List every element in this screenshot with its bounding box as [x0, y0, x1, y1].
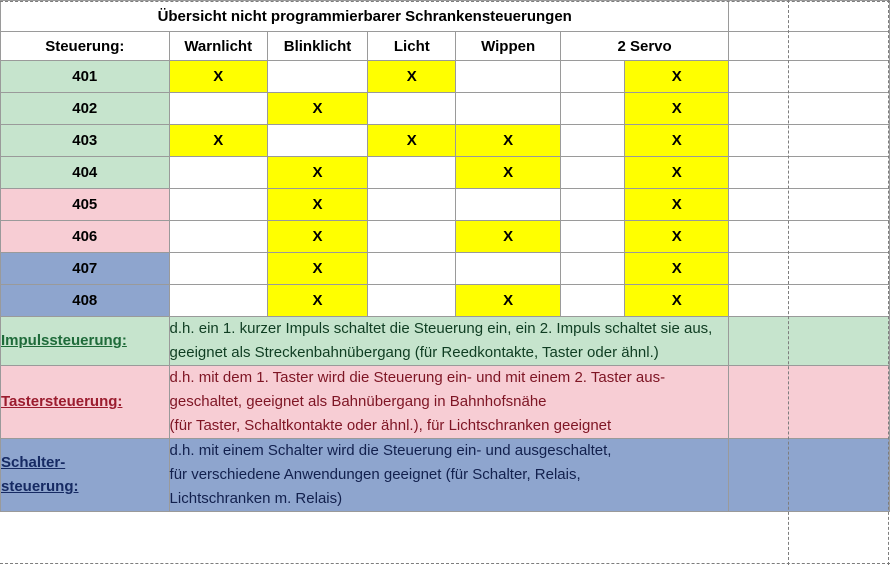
cell-407-wippen: [456, 253, 560, 285]
cell-403-licht: X: [368, 125, 456, 157]
cell-408-warnlicht: [169, 285, 267, 317]
cell-402-servo: X: [624, 93, 728, 125]
cell-408-wippen: X: [456, 285, 560, 317]
note-impulssteuerung: [1, 317, 890, 366]
cell-404-warnlicht: [169, 157, 267, 189]
cell-402-wippen: [456, 93, 560, 125]
cell-404-tail: [729, 157, 890, 189]
note-body-tastersteuerung: [169, 366, 729, 439]
cell-405-gap: [560, 189, 624, 221]
cell-401-servo: X: [624, 61, 728, 93]
row-label-405: 405: [1, 189, 170, 221]
cell-408-tail: [729, 285, 890, 317]
column-header-blinklicht: Blinklicht: [267, 32, 367, 61]
cell-401-tail: [729, 61, 890, 93]
cell-404-wippen: X: [456, 157, 560, 189]
cell-408-licht: [368, 285, 456, 317]
cell-406-gap: [560, 221, 624, 253]
table-row: [1, 125, 890, 157]
cell-406-tail: [729, 221, 890, 253]
cell-401-gap: [560, 61, 624, 93]
cell-401-wippen: [456, 61, 560, 93]
cell-405-warnlicht: [169, 189, 267, 221]
note-key-line: Schalter-: [1, 454, 66, 471]
cell-404-gap: [560, 157, 624, 189]
note-line: d.h. ein 1. kurzer Impuls schaltet die Steuerung ein, ein 2. Impuls schaltet sie aus,: [169, 320, 713, 337]
cell-407-licht: [368, 253, 456, 285]
cell-403-warnlicht: X: [169, 125, 267, 157]
cell-407-servo: X: [624, 253, 728, 285]
note-tail-tastersteuerung: [729, 366, 890, 439]
page-break-guide-horizontal-bottom: [0, 563, 890, 564]
row-label-408: 408: [1, 285, 170, 317]
cell-402-tail: [729, 93, 890, 125]
cell-402-warnlicht: [169, 93, 267, 125]
table-row: [1, 93, 890, 125]
table-row: [1, 61, 890, 93]
note-key-impulssteuerung: Impulssteuerung:: [1, 317, 170, 366]
cell-408-blinklicht: X: [267, 285, 367, 317]
header-row: [1, 32, 890, 61]
note-schaltersteuerung: [1, 439, 890, 512]
note-tail-schaltersteuerung: [729, 439, 890, 512]
header-tail-cell: [729, 32, 890, 61]
cell-407-blinklicht: X: [267, 253, 367, 285]
note-line: d.h. mit einem Schalter wird die Steuerung ein- und ausgeschaltet,: [169, 442, 612, 459]
cell-401-blinklicht: [267, 61, 367, 93]
cell-402-gap: [560, 93, 624, 125]
cell-404-licht: [368, 157, 456, 189]
cell-405-tail: [729, 189, 890, 221]
cell-407-warnlicht: [169, 253, 267, 285]
note-tastersteuerung: [1, 366, 890, 439]
cell-405-blinklicht: X: [267, 189, 367, 221]
row-label-403: 403: [1, 125, 170, 157]
note-key-schaltersteuerung: [1, 439, 170, 512]
note-line: Lichtschranken m. Relais): [169, 490, 343, 507]
cell-406-warnlicht: [169, 221, 267, 253]
column-header-wippen: Wippen: [456, 32, 560, 61]
row-label-401: 401: [1, 61, 170, 93]
column-header-servo: 2 Servo: [560, 32, 729, 61]
title-tail-cell: [729, 1, 890, 32]
row-label-402: 402: [1, 93, 170, 125]
cell-408-servo: X: [624, 285, 728, 317]
cell-408-gap: [560, 285, 624, 317]
row-label-407: 407: [1, 253, 170, 285]
note-line: geschaltet, geeignet als Bahnübergang in Bahnhofsnähe: [169, 393, 547, 410]
note-key-tastersteuerung: Tastersteuerung:: [1, 366, 170, 439]
row-label-404: 404: [1, 157, 170, 189]
table-row: [1, 253, 890, 285]
table-row: [1, 221, 890, 253]
cell-407-tail: [729, 253, 890, 285]
column-header-warnlicht: Warnlicht: [169, 32, 267, 61]
note-line: (für Taster, Schaltkontakte oder ähnl.), für Lichtschranken geeignet: [169, 417, 612, 434]
cell-402-licht: [368, 93, 456, 125]
column-header-licht: Licht: [368, 32, 456, 61]
row-label-406: 406: [1, 221, 170, 253]
table-row: [1, 285, 890, 317]
cell-406-licht: [368, 221, 456, 253]
cell-407-gap: [560, 253, 624, 285]
cell-406-blinklicht: X: [267, 221, 367, 253]
page-title: Übersicht nicht programmierbarer Schrankensteuerungen: [1, 1, 729, 32]
cell-406-servo: X: [624, 221, 728, 253]
cell-405-servo: X: [624, 189, 728, 221]
cell-403-blinklicht: [267, 125, 367, 157]
cell-405-licht: [368, 189, 456, 221]
cell-403-tail: [729, 125, 890, 157]
note-key-line: steuerung:: [1, 478, 79, 495]
note-body-impulssteuerung: [169, 317, 729, 366]
cell-405-wippen: [456, 189, 560, 221]
column-header-steuerung: Steuerung:: [1, 32, 170, 61]
table-row: [1, 189, 890, 221]
note-line: für verschiedene Anwendungen geeignet (für Schalter, Relais,: [169, 466, 581, 483]
cell-403-servo: X: [624, 125, 728, 157]
note-line: geeignet als Streckenbahnübergang (für Reedkontakte, Taster oder ähnl.): [169, 344, 659, 361]
table-row: [1, 157, 890, 189]
cell-402-blinklicht: X: [267, 93, 367, 125]
note-body-schaltersteuerung: [169, 439, 729, 512]
cell-403-wippen: X: [456, 125, 560, 157]
cell-404-servo: X: [624, 157, 728, 189]
cell-401-licht: X: [368, 61, 456, 93]
cell-406-wippen: X: [456, 221, 560, 253]
cell-403-gap: [560, 125, 624, 157]
cell-401-warnlicht: X: [169, 61, 267, 93]
note-line: d.h. mit dem 1. Taster wird die Steuerung ein- und mit einem 2. Taster aus-: [169, 369, 666, 386]
title-row: [1, 1, 890, 32]
cell-404-blinklicht: X: [267, 157, 367, 189]
note-tail-impulssteuerung: [729, 317, 890, 366]
